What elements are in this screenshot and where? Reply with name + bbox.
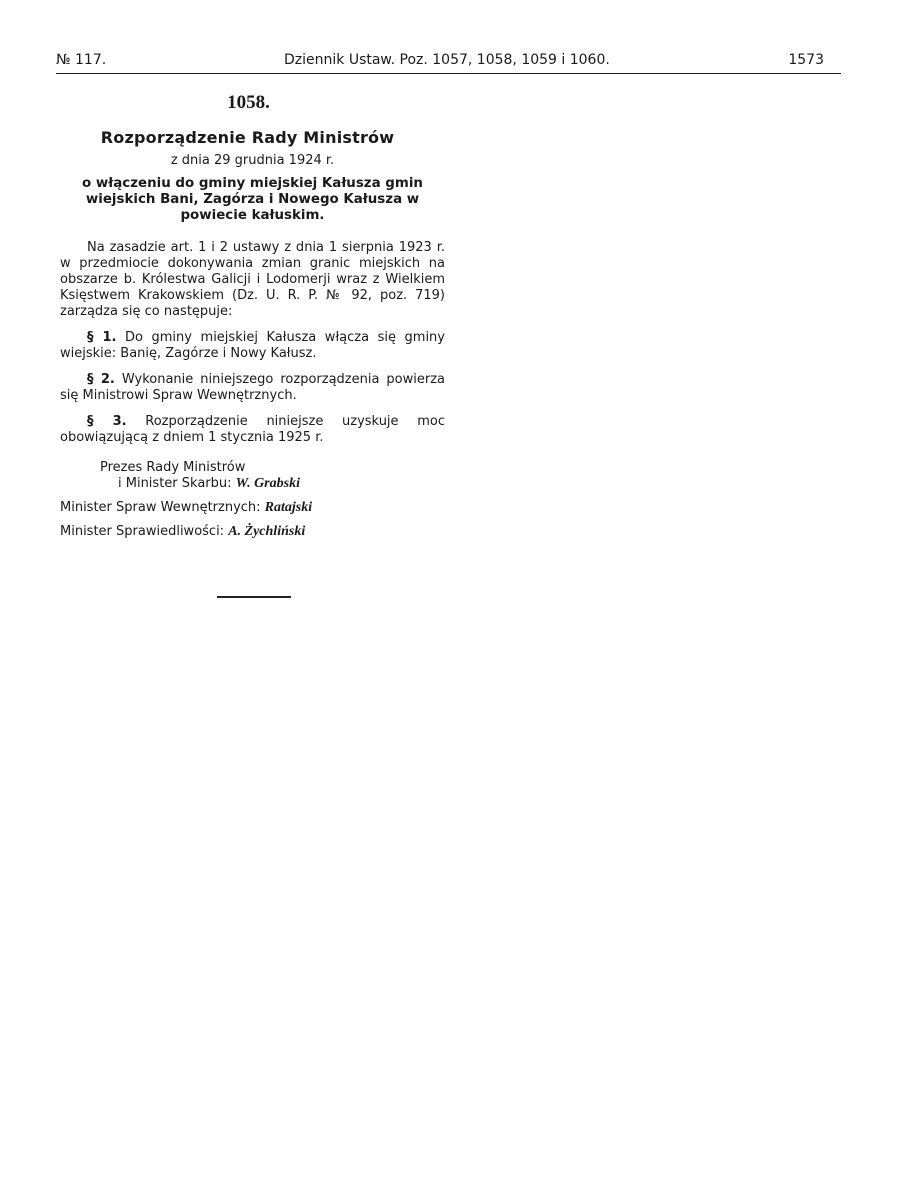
issue-number: № 117. [56, 52, 107, 68]
document-number: 1058. [227, 92, 270, 113]
page-number: 1573 [788, 52, 824, 68]
prezes-name: W. Grabski [235, 476, 300, 491]
section-text: Wykonanie niniejszego rozporządzenia powierza się Ministrowi Spraw Wewnętrznych. [60, 372, 445, 403]
document-subject: o włączeniu do gminy miejskiej Kałusza gmin wiejskich Bani, Zagórza i Nowego Kałusza w powiecie kałuskim. [82, 176, 423, 223]
document-body [60, 92, 445, 540]
section-3 [60, 414, 445, 446]
section-label: § 3. [87, 414, 127, 429]
header-rule [56, 73, 841, 74]
page-header [56, 52, 824, 70]
section-label: § 2. [87, 372, 115, 387]
section-label: § 1. [87, 330, 117, 345]
journal-title: Dziennik Ustaw. Poz. 1057, 1058, 1059 i 1060. [284, 52, 610, 68]
end-rule [217, 596, 291, 598]
prezes-line1: Prezes Rady Ministrów [100, 460, 246, 475]
signature-prezes [60, 460, 445, 492]
section-text: Rozporządzenie niniejsze uzyskuje moc obowiązującą z dniem 1 stycznia 1925 r. [60, 414, 445, 445]
justice-title: Minister Sprawiedliwości: [60, 524, 225, 539]
signature-interior [60, 500, 445, 516]
prezes-line2 [100, 476, 445, 492]
preamble: Na zasadzie art. 1 i 2 ustawy z dnia 1 sierpnia 1923 r. w przedmiocie dokonywania zmian granic miejskich na obszarze b. Królestwa Galicji i Lodomerji wraz z Wielkiem Księstwem Krakowskiem (Dz. U. R. P. № 92, poz. 719) zarządza się co następuje: [60, 240, 445, 319]
document-date: z dnia 29 grudnia 1924 r. [170, 153, 335, 168]
prezes-title: i Minister Skarbu: [118, 476, 232, 491]
section-text: Do gminy miejskiej Kałusza włącza się gminy wiejskie: Banię, Zagórze i Nowy Kałusz. [60, 330, 445, 361]
interior-name: Ratajski [264, 500, 313, 515]
document-title: Rozporządzenie Rady Ministrów [100, 128, 395, 147]
interior-title: Minister Spraw Wewnętrznych: [60, 500, 261, 515]
section-2 [60, 372, 445, 404]
section-1 [60, 330, 445, 362]
justice-name: A. Żychliński [228, 524, 306, 539]
signature-justice [60, 524, 445, 540]
